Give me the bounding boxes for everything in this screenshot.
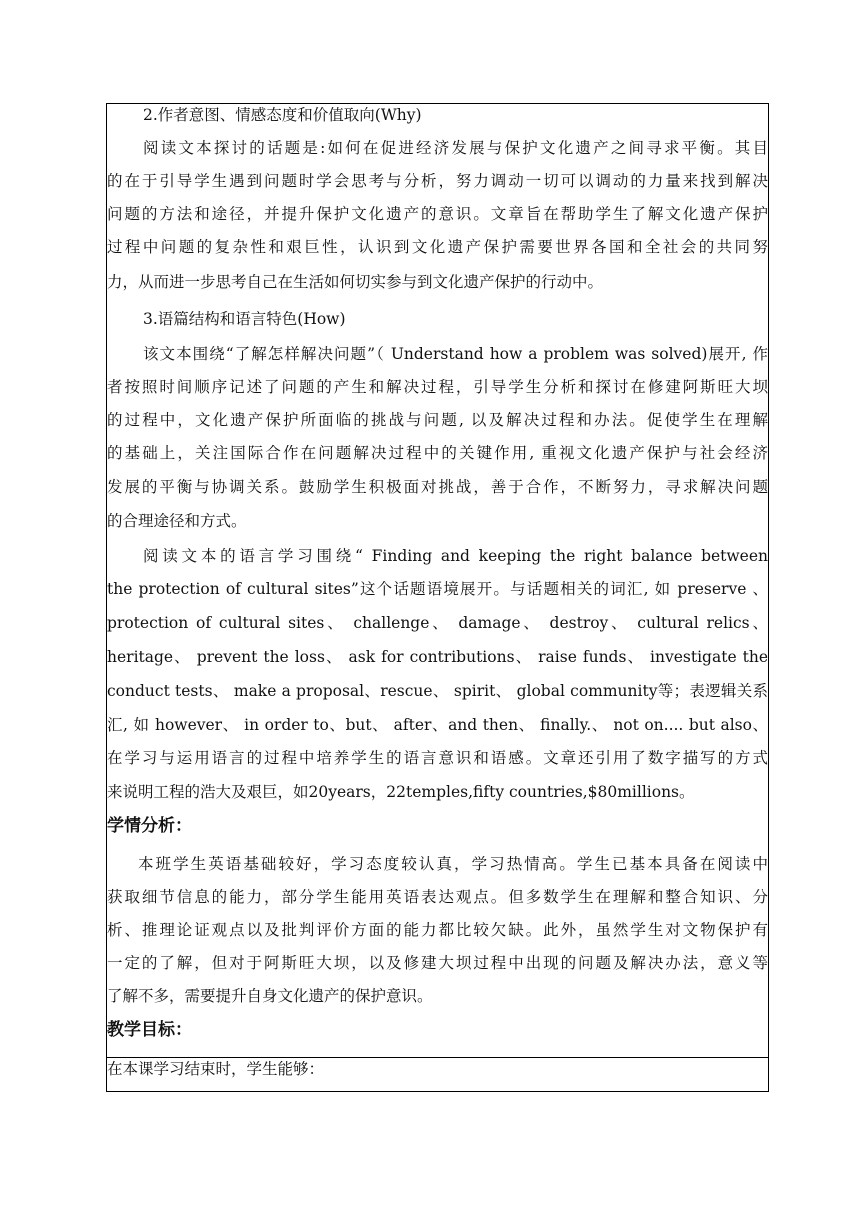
section-heading-why: 2.作者意图、情感态度和价值取向(Why) (143, 106, 422, 124)
section-heading-student-analysis: 学情分析： (107, 816, 192, 836)
paragraph-line: 发展的平衡与协调关系。鼓励学生积极面对挑战，善于合作，不断努力，寻求解决问题 (107, 478, 768, 496)
paragraph-line: the protection of cultural sites”这个话题语境展开。与话题相关的词汇, 如 preserve 、 (107, 580, 768, 598)
paragraph-line: 的合理途径和方式。 (107, 512, 247, 530)
section-heading-objectives: 教学目标： (107, 1020, 192, 1040)
paragraph-line: 汇, 如 however、 in order to、but、 after、and then、 finally.、 not on.... but also、 (107, 716, 768, 734)
paragraph-line: 一定的了解，但对于阿斯旺大坝，以及修建大坝过程中出现的问题及解决办法，意义等 (107, 954, 768, 972)
objectives-intro: 在本课学习结束时，学生能够： (107, 1060, 325, 1078)
paragraph-line: 的在于引导学生遇到问题时学会思考与分析，努力调动一切可以调动的力量来找到解决 (107, 172, 768, 190)
paragraph-line: 力，从而进一步思考自己在生活如何切实参与到文化遗产保护的行动中。 (107, 273, 604, 291)
paragraph-line: conduct tests、 make a proposal、rescue、 spirit、 global community等；表逻辑关系 (107, 682, 768, 700)
paragraph-line: 阅读文本的语言学习围绕“ Finding and keeping the right balance between (143, 547, 768, 565)
paragraph-line: 过程中问题的复杂性和艰巨性，认识到文化遗产保护需要世界各国和全社会的共同努 (107, 238, 768, 256)
paragraph-line: 该文本围绕“了解怎样解决问题”（ Understand how a problem was solved)展开, 作 (143, 345, 768, 363)
paragraph-line: 问题的方法和途径，并提升保护文化遗产的意识。文章旨在帮助学生了解文化遗产保护 (107, 205, 768, 223)
paragraph-line: 在学习与运用语言的过程中培养学生的语言意识和语感。文章还引用了数字描写的方式 (107, 749, 768, 767)
paragraph-line: 者按照时间顺序记述了问题的产生和解决过程，引导学生分析和探讨在修建阿斯旺大坝 (107, 378, 768, 396)
paragraph-line: 阅读文本探讨的话题是:如何在促进经济发展与保护文化遗产之间寻求平衡。其目 (143, 139, 768, 157)
paragraph-line: 本班学生英语基础较好，学习态度较认真，学习热情高。学生已基本具备在阅读中 (138, 855, 768, 873)
paragraph-line: heritage、 prevent the loss、 ask for contributions、 raise funds、 investigate the (107, 648, 768, 666)
paragraph-line: 析、推理论证观点以及批判评价方面的能力都比较欠缺。此外，虽然学生对文物保护有 (107, 921, 768, 939)
section-heading-how: 3.语篇结构和语言特色(How) (143, 310, 346, 328)
paragraph-line: 的基础上，关注国际合作在问题解决过程中的关键作用, 重视文化遗产保护与社会经济 (107, 444, 768, 462)
paragraph-line: 来说明工程的浩大及艰巨，如20years，22temples,fifty countries,$80millions。 (107, 783, 695, 801)
paragraph-line: 的过程中，文化遗产保护所面临的挑战与问题, 以及解决过程和办法。促使学生在理解 (107, 411, 768, 429)
paragraph-line: 了解不多，需要提升自身文化遗产的保护意识。 (107, 987, 433, 1005)
paragraph-line: protection of cultural sites、 challenge、 damage、 destroy、 cultural relics、 (107, 614, 768, 632)
paragraph-line: 获取细节信息的能力，部分学生能用英语表达观点。但多数学生在理解和整合知识、分 (107, 888, 768, 906)
